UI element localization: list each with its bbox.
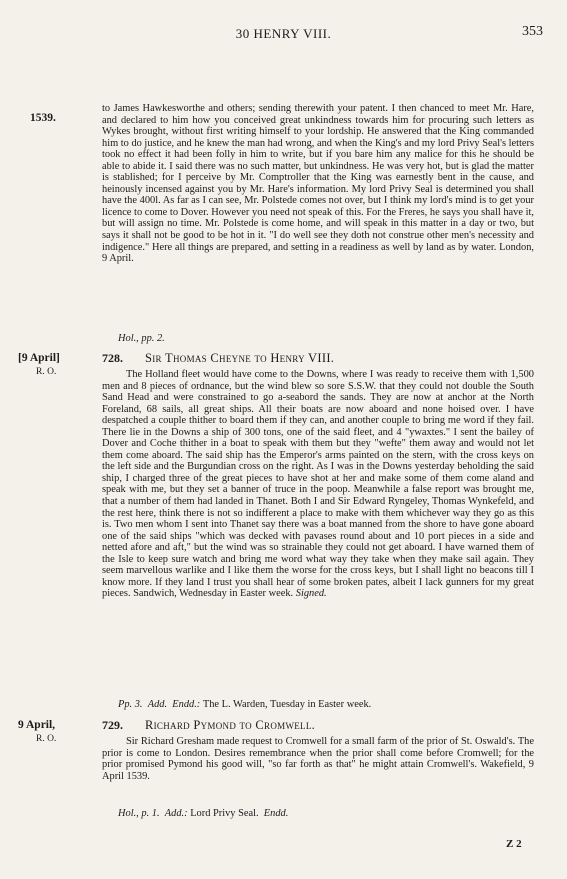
entry-729-endd-label: Endd. <box>263 808 289 819</box>
page-number: 353 <box>522 24 543 39</box>
entry-728-pages: Pp. 3. <box>118 699 143 710</box>
entry-729-date: 9 April, <box>18 719 56 731</box>
entry-729-body: Sir Richard Gresham made request to Cromwell for a small farm of the prior of St. Oswald's. The prior is come to London. Desires remembrance when the prior shall come before Cromwell; for the prior promised Pymond his good will, "so far forth as that" he might attain Cromwell's. Wakefield, 9 April 1539. <box>102 736 534 782</box>
entry-729-title: Richard Pymond to Cromwell. <box>145 718 316 732</box>
entry-728-number: 728. <box>102 351 123 365</box>
entry-728-signed: Signed. <box>295 588 327 600</box>
entry-729-pages: Hol., p. 1. <box>118 808 160 819</box>
entry-728-body-text: The Holland fleet would have come to the Downs, where I was ready to receive them with 1,500 men and 8 pieces of ordnance, but the wind blew so sore S.S.W. that they could not double the South Sand Head and were constrained to go a-seabord the sands. They are now at anchor at the North Foreland, 68 sails, all great ships. All their boats are now aboard and none hoised over. I have despatched a couple thither to board them if they can, and another couple to bring me word if they fail. There lie in the Downs a ship of 300 tons, one of the said fleet, and 4 "ywaxtes." I sent the bailey of Dover and Coche thither in a boat to speak with them but they "wefte" them away and would not let them come aboard. The said ship has the Emperor's arms painted on the stern, with the cross keys on the left side and the Burgundian cross on the right. As I was in the Downs yesterday beholding the said ship, I charged three of the great pieces to have shot at her and make some of them come aland and speak with me, but they set a banner of truce in the poop. Meanwhile a false report was brought me, that a number of them had landed in Thanet. Both I and Sir Edward Ryngeley, Thomas Wynkefeld, and the rest here, think there is not so indifferent a place to make with them whichever way they go as this is. Two men whom I sent into Thanet say there was a boat manned from the shore to have gone aboard one of the said ships "which was decked with pavases round about and 10 port pieces in a side and netted afore and aft," but the wind was so strainable they could not get aboard. I have warned them of the Isle to keep sure watch and bring me word what way they take when they make sail again. They seem marvellous warlike and I like them the worse for the cross keys, but I shall light no beacons till I know more. If they land I trust you shall hear of some broken pates, albeit I lack gunners for my great pieces. Sandwich, Wednesday in Easter week. <box>102 369 534 600</box>
entry-728-note <box>118 699 371 710</box>
year-marker: 1539. <box>30 112 56 124</box>
running-title: 30 HENRY VIII. <box>235 26 332 41</box>
continuation-text: to James Hawkesworthe and others; sending therewith your patent. I then chanced to meet Mr. Hare, and declared to him how you conceived great unkindness towards him for procuring such letters as Wykes brought, without first writing himself to your lordship. He answered that the King commanded him to do justice, and he knew the man had wrong, and when the King's and my lord Privy Seal's letters took no effect it had been folly in him to write, but if you bare him any malice for this he should be able to abide it. I said there was no such matter, but unkindness. He was very hot, but is glad the matter is stablished; for I perceive by Mr. Comptroller that the King was earnestly bent in the cause, and heinously incensed against you by Mr. Hare's information. My lord Privy Seal is determined you shall have the 400l. As far as I can see, Mr. Polstede comes not over, but I think my lord's mind is to get your licence to come to Dover. However you need not speak of this. For the Freres, he says you shall have it, but will assign no time. Mr. Polstede is come home, and will speak in this matter in a day or two, but says it shall not be good to be hot in it. "I do well see they doth not construe other men's necessity and indigence." Here all things are prepared, and setting in a readiness as well by land as by water. London, 9 April. <box>102 103 534 265</box>
entry-729-source: R. O. <box>36 734 57 744</box>
continuation-note: Hol., pp. 2. <box>118 333 165 344</box>
entry-729-heading <box>102 718 315 733</box>
entry-729-note <box>118 808 288 819</box>
entry-729-number: 729. <box>102 718 123 732</box>
entry-728-heading <box>102 351 334 366</box>
entry-728-add-label: Add. <box>147 699 168 710</box>
entry-728-date: [9 April] <box>18 352 60 364</box>
entry-728-source: R. O. <box>36 367 57 377</box>
entry-728-body <box>102 369 534 600</box>
entry-729-address: Lord Privy Seal. <box>190 808 259 819</box>
entry-729-add-label: Add.: <box>164 808 188 819</box>
signature-mark: Z 2 <box>506 838 522 850</box>
entry-728-endd-label: Endd.: <box>172 699 201 710</box>
entry-728-address: The L. Warden, Tuesday in Easter week. <box>202 699 372 710</box>
entry-728-title: Sir Thomas Cheyne to Henry VIII. <box>145 351 335 365</box>
